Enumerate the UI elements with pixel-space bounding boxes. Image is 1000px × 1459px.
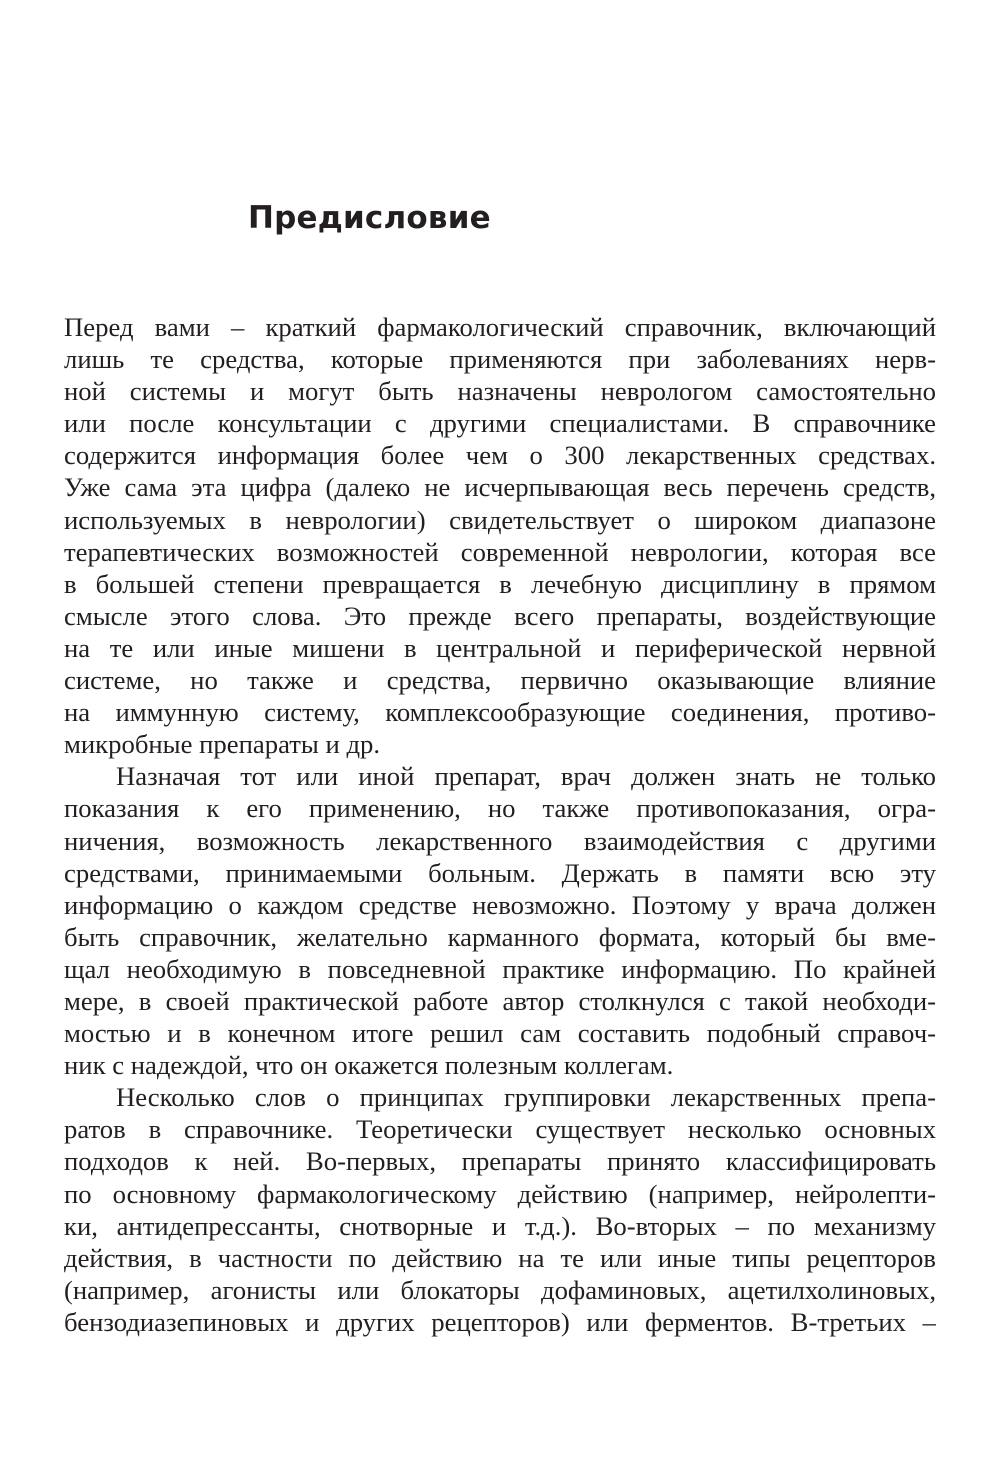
text-line: средствами, принимаемыми больным. Держать в памяти всю эту <box>64 857 936 888</box>
paragraph-3 <box>64 1081 936 1338</box>
paragraph-1 <box>64 311 936 760</box>
text-line: содержится информация более чем о 300 лекарственных средствах. <box>64 440 936 471</box>
text-line: терапевтических возможностей современной неврологии, которая все <box>64 536 936 567</box>
text-line: информацию о каждом средстве невозможно. Поэтому у врача должен <box>64 889 936 920</box>
text-line: быть справочник, желательно карманного формата, который бы вме- <box>64 921 936 952</box>
text-line: микробные препараты и др. <box>64 729 381 760</box>
text-line: ратов в справочнике. Теоретически существует несколько основных <box>64 1114 936 1145</box>
text-line: (например, агонисты или блокаторы дофаминовых, ацетилхолиновых, <box>64 1274 936 1305</box>
text-line: смысле этого слова. Это прежде всего препараты, воздействующие <box>64 600 936 631</box>
text-line: бензодиазепиновых и других рецепторов) или ферментов. В-третьих – <box>64 1306 936 1337</box>
text-line: на иммунную систему, комплексообразующие соединения, противо- <box>64 697 936 728</box>
text-line: системе, но также и средства, первично оказывающие влияние <box>64 665 936 696</box>
text-line: лишь те средства, которые применяются при заболеваниях нерв- <box>64 344 936 375</box>
page-title: Предисловие <box>248 200 491 236</box>
text-line: щал необходимую в повседневной практике информацию. По крайней <box>64 953 936 984</box>
text-line: на те или иные мишени в центральной и периферической нервной <box>64 632 936 663</box>
text-line: Перед вами – краткий фармакологический справочник, включающий <box>64 312 936 342</box>
text-line: по основному фармакологическому действию (например, нейролепти- <box>64 1178 936 1209</box>
text-line: используемых в неврологии) свидетельствует о широком диапазоне <box>64 504 936 535</box>
text-line: Уже сама эта цифра (далеко не исчерпывающая весь перечень средств, <box>64 472 936 503</box>
body-text <box>64 311 936 1338</box>
text-line: Назначая тот или иной препарат, врач должен знать не только <box>116 761 936 792</box>
text-line: или после консультации с другими специалистами. В справочнике <box>64 408 936 439</box>
text-line: подходов к ней. Во-первых, препараты принято классифицировать <box>64 1146 936 1177</box>
text-line: ник с надеждой, что он окажется полезным коллегам. <box>64 1050 674 1081</box>
text-line: показания к его применению, но также противопоказания, огра- <box>64 793 936 824</box>
text-line: в большей степени превращается в лечебную дисциплину в прямом <box>64 568 936 599</box>
text-line: действия, в частности по действию на те или иные типы рецепторов <box>64 1242 936 1273</box>
text-line: ки, антидепрессанты, снотворные и т.д.). Во-вторых – по механизму <box>64 1210 936 1241</box>
text-line: мере, в своей практической работе автор столкнулся с такой необходи- <box>64 985 936 1016</box>
paragraph-2 <box>64 760 936 1081</box>
text-line: мостью и в конечном итоге решил сам составить подобный справоч- <box>64 1018 936 1049</box>
text-line: ничения, возможность лекарственного взаимодействия с другими <box>64 825 936 856</box>
text-line: Несколько слов о принципах группировки лекарственных препа- <box>116 1082 936 1113</box>
text-line: ной системы и могут быть назначены неврологом самостоятельно <box>64 376 936 407</box>
